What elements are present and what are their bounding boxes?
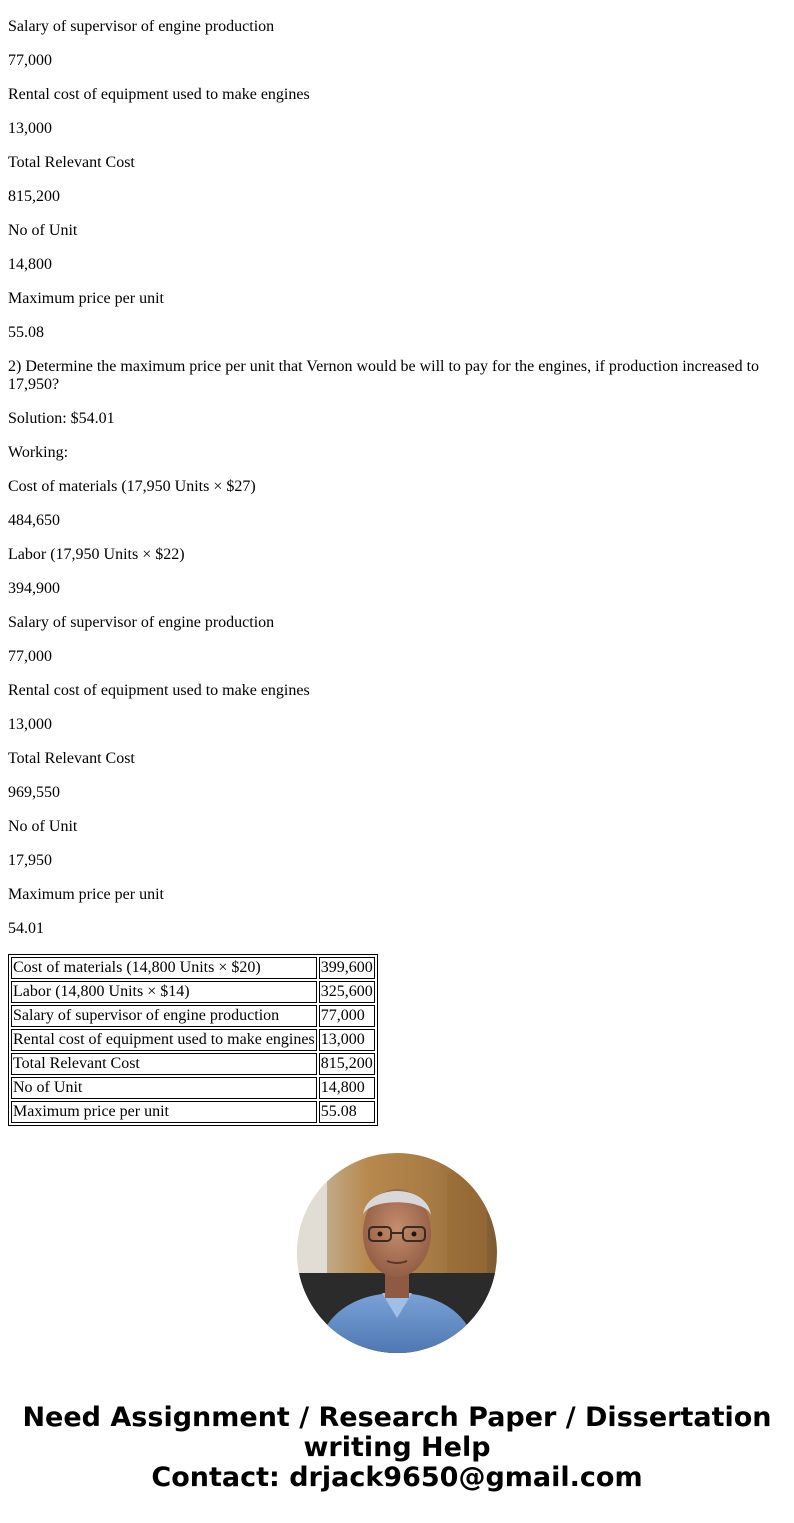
part2-line: Salary of supervisor of engine production [8,614,275,631]
part1-line: 815,200 [8,188,60,205]
help-banner [0,1403,794,1493]
part1-line: 55.08 [8,324,44,341]
part2-line: 17,950 [8,852,52,869]
part1-line: No of Unit [8,222,78,239]
part1-line: 14,800 [8,256,52,273]
part2-line: 394,900 [8,580,60,597]
row-label: Maximum price per unit [11,1101,317,1123]
working-label: Working: [8,444,69,461]
part1-line: Total Relevant Cost [8,154,135,171]
author-avatar [297,1153,497,1353]
row-label: No of Unit [11,1077,317,1099]
part2-line: Cost of materials (17,950 Units × $27) [8,478,256,495]
row-value: 77,000 [319,1005,375,1027]
part2-line: 77,000 [8,648,52,665]
question-text: 2) Determine the maximum price per unit that Vernon would be will to pay for the engines, if production increased to 17,950? [8,358,760,393]
banner-contact[interactable]: Contact: drjack9650@gmail.com [151,1462,643,1493]
row-label: Cost of materials (14,800 Units × $20) [11,957,317,979]
table-row [11,1053,375,1075]
part2-line: No of Unit [8,818,78,835]
part2-line: Labor (17,950 Units × $22) [8,546,185,563]
table-row [11,1005,375,1027]
cost-table [8,954,378,1126]
part2-line: Maximum price per unit [8,886,164,903]
part1-line: Rental cost of equipment used to make engines [8,86,310,103]
row-value: 325,600 [319,981,375,1003]
part1-line: Salary of supervisor of engine production [8,18,275,35]
row-label: Labor (14,800 Units × $14) [11,981,317,1003]
document-body [8,0,786,1126]
table-row [11,957,375,979]
solution-text: Solution: $54.01 [8,410,115,427]
part2-line: 484,650 [8,512,60,529]
row-value: 399,600 [319,957,375,979]
table-row [11,981,375,1003]
row-value: 14,800 [319,1077,375,1099]
table-row [11,1077,375,1099]
row-value: 13,000 [319,1029,375,1051]
row-label: Salary of supervisor of engine production [11,1005,317,1027]
banner-line: Need Assignment / Research Paper / Dissertation [22,1402,772,1433]
part2-line: 13,000 [8,716,52,733]
partial-value [8,0,786,2]
part2-line: 969,550 [8,784,60,801]
row-label: Rental cost of equipment used to make engines [11,1029,317,1051]
part1-line: 13,000 [8,120,52,137]
row-value: 815,200 [319,1053,375,1075]
banner-line: writing Help [303,1432,491,1463]
part1-line: Maximum price per unit [8,290,164,307]
table-row [11,1029,375,1051]
part1-line: 77,000 [8,52,52,69]
row-label: Total Relevant Cost [11,1053,317,1075]
table-row [11,1101,375,1123]
author-portrait-image [297,1153,497,1353]
part2-line: 54.01 [8,920,44,937]
row-value: 55.08 [319,1101,375,1123]
part2-line: Total Relevant Cost [8,750,135,767]
part2-line: Rental cost of equipment used to make engines [8,682,310,699]
